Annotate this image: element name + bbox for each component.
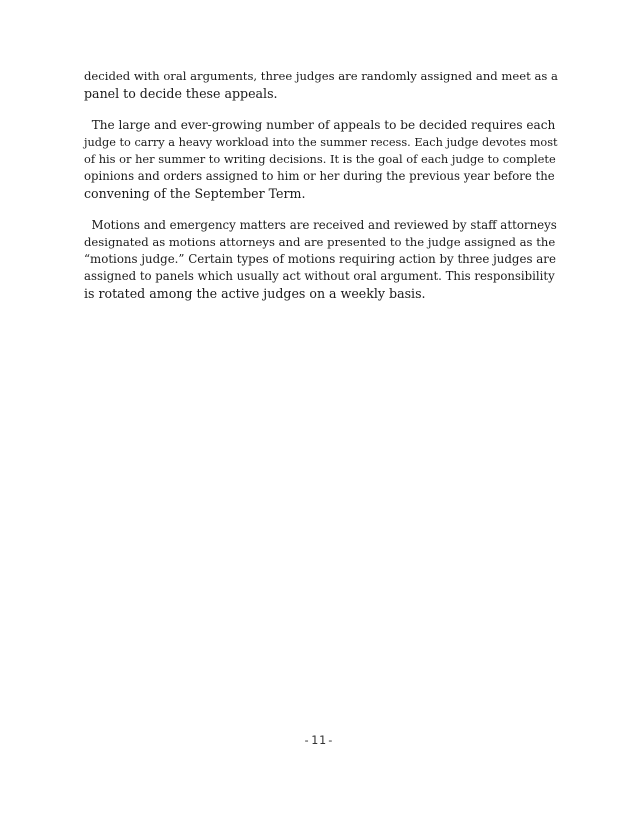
paragraph-workload <box>84 117 558 202</box>
text-line: “motions judge.” Certain types of motions requiring action by three judges are <box>84 252 556 266</box>
paragraph-oral-arguments <box>84 68 558 102</box>
text-line: convening of the September Term. <box>84 186 306 201</box>
page-number: -11- <box>303 733 335 747</box>
text-line: decided with oral arguments, three judges are randomly assigned and meet as a <box>84 69 558 83</box>
text-line: is rotated among the active judges on a weekly basis. <box>84 286 426 301</box>
text-line: judge to carry a heavy workload into the summer recess. Each judge devotes most <box>84 136 558 149</box>
text-line: The large and ever-growing number of appeals to be decided requires each <box>84 118 556 132</box>
text-line: panel to decide these appeals. <box>84 86 278 101</box>
body-text <box>84 68 558 317</box>
paragraph-motions <box>84 217 558 302</box>
text-line: assigned to panels which usually act without oral argument. This responsibility <box>84 269 555 283</box>
text-line: opinions and orders assigned to him or her during the previous year before the <box>84 169 555 183</box>
text-line: designated as motions attorneys and are presented to the judge assigned as the <box>84 235 556 249</box>
text-line: of his or her summer to writing decisions. It is the goal of each judge to complete <box>84 152 556 166</box>
text-line: Motions and emergency matters are received and reviewed by staff attorneys <box>84 218 557 232</box>
